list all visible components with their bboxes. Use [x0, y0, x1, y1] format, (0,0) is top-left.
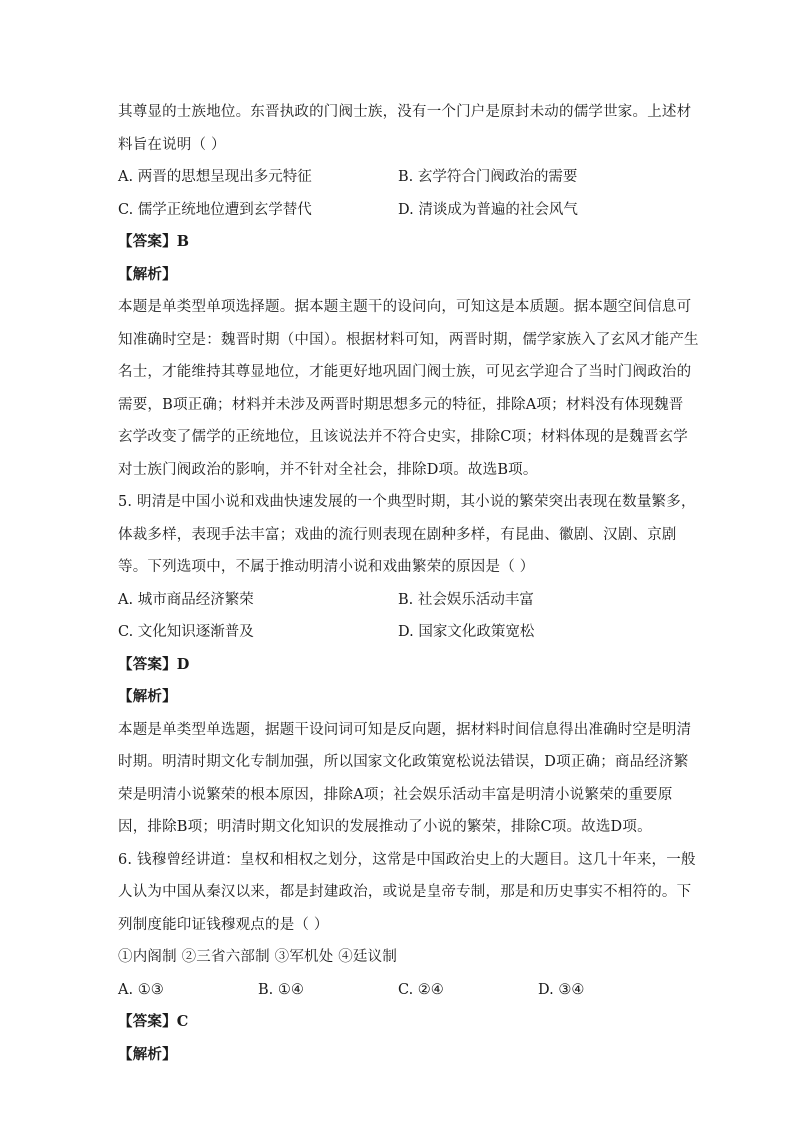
items-list: ①内阁制 ②三省六部制 ③军机处 ④廷议制 [118, 949, 398, 965]
stem-line: 其尊显的士族地位。东晋执政的门阀士族，没有一个门户是原封未动的儒学世家。上述材 [118, 104, 692, 120]
analysis-line: 本题是单类型单项选择题。据本题主题干的设问向，可知这是本质题。据本题空间信息可 [118, 299, 692, 315]
option-c: C. 文化知识逐渐普及 [118, 624, 254, 640]
analysis-line: 因，排除B项；明清时期文化知识的发展推动了小说的繁荣，排除C项。故选D项。 [118, 819, 652, 835]
options-row [118, 161, 678, 194]
stem-line: 料旨在说明（ ） [118, 136, 226, 153]
analysis-line: 需要，B项正确；材料并未涉及两晋时期思想多元的特征，排除A项；材料没有体现魏晋 [118, 396, 684, 413]
option-b: B. 玄学符合门阀政治的需要 [398, 169, 578, 185]
analysis-line: 对士族门阀政治的影响，并不针对全社会，排除D项。故选B项。 [118, 461, 538, 478]
option-a: A. 两晋的思想呈现出多元特征 [118, 169, 312, 185]
stem-line: 等。下列选项中，不属于推动明清小说和戏曲繁荣的原因是（ ） [118, 559, 535, 575]
stem-line: 人认为中国从秦汉以来，都是封建政治，或说是皇帝专制，那是和历史事实不相符的。下 [118, 884, 692, 900]
question-5 [118, 486, 696, 844]
question-6 [118, 844, 696, 1072]
option-c: C. ②④ [398, 981, 444, 998]
option-a: A. 城市商品经济繁荣 [118, 591, 254, 608]
option-d: D. 清谈成为普遍的社会风气 [398, 201, 578, 218]
option-b: B. ①④ [258, 981, 304, 998]
stem-line: 5. 明清是中国小说和戏曲快速发展的一个典型时期，其小说的繁荣突出表现在数量繁多， [118, 494, 696, 510]
option-c: C. 儒学正统地位遭到玄学替代 [118, 201, 312, 218]
analysis-line: 荣是明清小说繁荣的根本原因，排除A项；社会娱乐活动丰富是明清小说繁荣的重要原 [118, 786, 673, 803]
analysis-line: 知准确时空是：魏晋时期（中国）。根据材料可知，两晋时期，儒学家族入了玄风才能产生 [118, 331, 699, 348]
stem-line: 6. 钱穆曾经讲道：皇权和相权之划分，这常是中国政治史上的大题目。这几十年来，一般 [118, 851, 696, 868]
analysis-label: 【解析】 [118, 688, 177, 705]
answer-label: 【答案】D [118, 655, 190, 673]
options-row [118, 194, 678, 227]
options-row [118, 974, 678, 1007]
options-row [118, 616, 678, 649]
option-b: B. 社会娱乐活动丰富 [398, 591, 534, 608]
stem-line: 体裁多样，表现手法丰富；戏曲的流行则表现在剧种多样，有昆曲、徽剧、汉剧、京剧 [118, 526, 677, 543]
option-d: D. ③④ [538, 981, 585, 998]
options-row [118, 584, 678, 617]
document-page [118, 96, 699, 1071]
stem-line: 列制度能印证钱穆观点的是（ ） [118, 916, 329, 933]
answer-label: 【答案】C [118, 1013, 189, 1030]
analysis-line: 名士，才能维持其尊显地位，才能更好地巩固门阀士族，可见玄学迎合了当时门阀政治的 [118, 364, 692, 380]
analysis-label: 【解析】 [118, 265, 177, 283]
question-4-continuation [118, 96, 699, 486]
analysis-line: 本题是单类型单选题，据题干设问词可知是反向题，据材料时间信息得出准确时空是明清 [118, 721, 692, 738]
analysis-line: 时期。明清时期文化专制加强，所以国家文化政策宽松说法错误，D项正确；商品经济繁 [118, 754, 689, 770]
option-d: D. 国家文化政策宽松 [398, 624, 535, 640]
analysis-label: 【解析】 [118, 1045, 177, 1063]
option-a: A. ①③ [118, 981, 164, 998]
answer-label: 【答案】B [118, 233, 190, 250]
analysis-line: 玄学改变了儒学的正统地位，且该说法并不符合史实，排除C项；材料体现的是魏晋玄学 [118, 429, 688, 445]
